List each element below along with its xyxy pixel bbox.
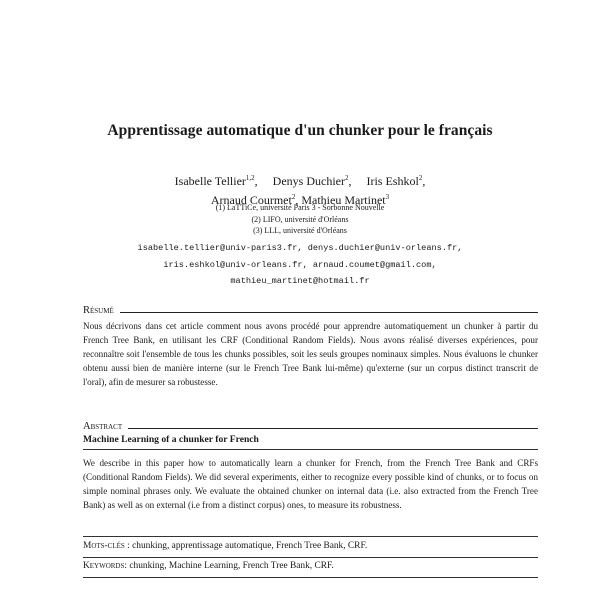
author-line-2: Arnaud Courmet$^2$, Mathieu Martinet$^3$ bbox=[210, 193, 390, 207]
resume-label: Résumé bbox=[83, 305, 114, 316]
author-affil: 3 bbox=[385, 193, 390, 201]
abstract-subtitle: Machine Learning of a chunker for French bbox=[83, 434, 259, 445]
affiliation: (2) LIFO, université d'Orléans bbox=[251, 214, 349, 224]
author-name: Iris Eshkol bbox=[366, 174, 419, 188]
keywords-rule-bottom bbox=[83, 577, 538, 578]
keywords-rule-top bbox=[83, 536, 538, 537]
author-name: Mathieu Martinet bbox=[301, 193, 386, 207]
author-affil: 2 bbox=[291, 193, 296, 201]
motscles-label: Mots-clés bbox=[83, 541, 125, 551]
keywords-line: Keywords: chunking, Machine Learning, French Tree Bank, CRF. bbox=[83, 561, 334, 571]
motscles-text: chunking, apprentissage automatique, French Tree Bank, CRF. bbox=[132, 541, 368, 551]
abstract-heading bbox=[83, 421, 538, 432]
paper-title: Apprentissage automatique d'un chunker pour le français bbox=[107, 122, 493, 139]
abstract-label: Abstract bbox=[83, 421, 123, 432]
author-name: Arnaud Courmet bbox=[210, 193, 292, 207]
subtitle-rule bbox=[83, 449, 538, 450]
keywords-label: Keywords bbox=[83, 561, 125, 571]
resume-text: Nous décrivons dans cet article comment nous avons procédé pour apprendre automatiquement un chunker à partir du French Tree Bank, en utilisant les CRF (Conditional Random Fields). Nous avons réalisé diverses expériences, pour reconnaître soit l'ensemble de tous les chunks possibles, soit les seuls groupes nominaux simples. Nous évaluons le chunker obtenu aussi bien de manière interne (sur le French Tree Bank lui-même) qu'externe (sur un corpus distinct transcrit de l'oral), afin de mesurer sa robustesse. bbox=[83, 321, 538, 387]
heading-rule bbox=[120, 312, 538, 313]
keywords-text: chunking, Machine Learning, French Tree Bank, CRF. bbox=[129, 561, 334, 571]
author-affil: 2 bbox=[418, 174, 423, 182]
keywords-rule-middle bbox=[83, 557, 538, 558]
affiliation: (1) LaTTiCe, université Paris 3 - Sorbonne Nouvelle bbox=[215, 203, 385, 212]
author-affil: 2 bbox=[344, 174, 349, 182]
motscles-line: Mots-clés : chunking, apprentissage automatique, French Tree Bank, CRF. bbox=[83, 541, 368, 551]
heading-rule bbox=[128, 428, 538, 429]
email-line: mathieu_martinet@hotmail.fr bbox=[230, 276, 370, 286]
author-name: Denys Duchier bbox=[272, 174, 345, 188]
author-line-1: Isabelle Tellier$^{1,2}$, Denys Duchier$^2$, Iris Eshkol$^2$, bbox=[174, 174, 426, 188]
affiliation-list bbox=[0, 202, 600, 237]
author-affil: 1,2 bbox=[245, 174, 255, 182]
affiliation: (3) LLL, université d'Orléans bbox=[253, 226, 347, 235]
resume-heading bbox=[83, 305, 538, 316]
author-name: Isabelle Tellier bbox=[174, 174, 246, 188]
email-line: iris.eshkol@univ-orleans.fr, arnaud.coumet@gmail.com, bbox=[163, 259, 437, 270]
abstract-text: We describe in this paper how to automatically learn a chunker for French, from the French Tree Bank and CRFs (Conditional Random Fields). We did several experiments, either to recognize every possible kind of chunks, or to focus on simple nominal phrases only. We evaluate the obtained chunker on internal data (i.e. also extracted from the French Tree Bank) as well as on external (i.e from a distinct corpus) ones, to measure its robustness. bbox=[83, 458, 538, 510]
email-line: isabelle.tellier@univ-paris3.fr, denys.duchier@univ-orleans.fr, bbox=[137, 243, 463, 253]
email-list bbox=[0, 240, 600, 290]
